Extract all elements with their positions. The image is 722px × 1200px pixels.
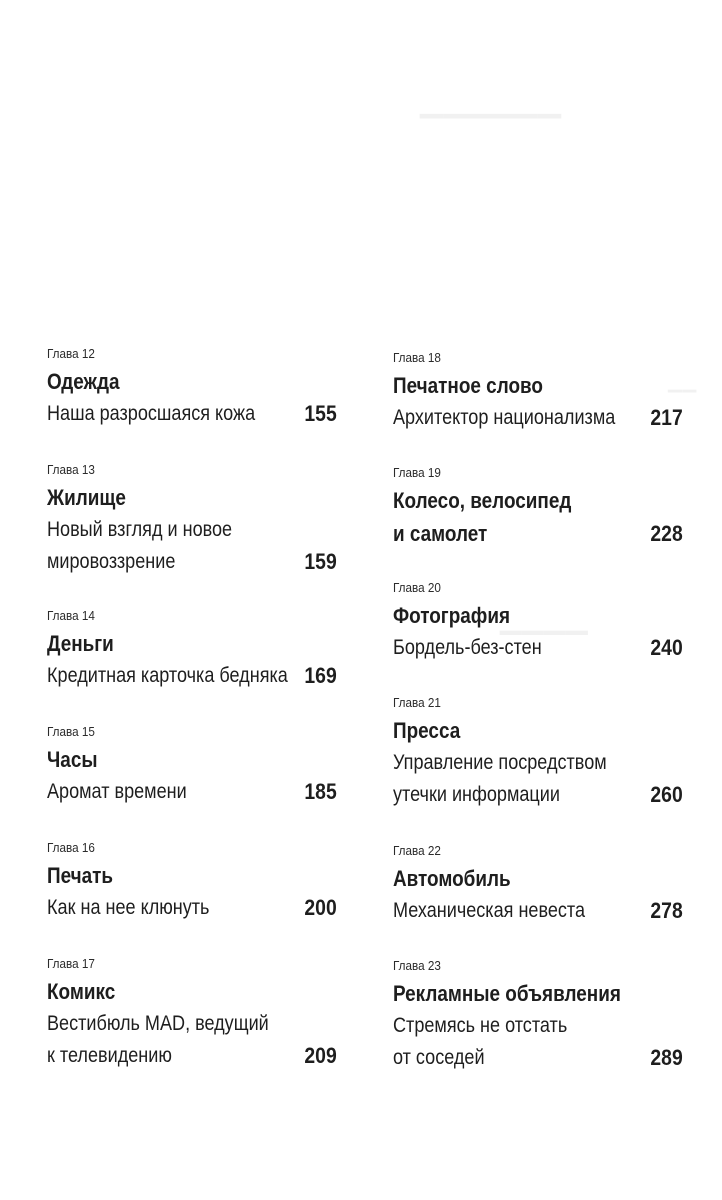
- subtitle-row: [393, 484, 683, 550]
- chapter-title: [393, 977, 651, 1010]
- toc-entry[interactable]: [47, 608, 347, 692]
- page-number: 260: [650, 782, 683, 807]
- chapter-subtitle-line: мировоззрение: [47, 550, 176, 573]
- chapter-number: Глава 14: [47, 608, 95, 623]
- chapter-subtitle-line: Бордель-без-стен: [393, 636, 542, 659]
- subtitle-row: [393, 747, 683, 811]
- chapter-title: [393, 369, 651, 402]
- page-number: 185: [304, 779, 337, 804]
- page-number: 169: [304, 663, 337, 688]
- chapter-title: [393, 599, 651, 632]
- chapter-subtitle-line: Стремясь не отстать: [393, 1014, 568, 1037]
- chapter-title-line: Фотография: [393, 603, 511, 628]
- chapter-title: [393, 862, 651, 895]
- chapter-subtitle: [47, 776, 296, 808]
- subtitle-row: [393, 1010, 683, 1074]
- chapter-subtitle-line: Управление посредством: [393, 751, 607, 774]
- page-number: 228: [650, 521, 683, 546]
- chapter-number: Глава 20: [393, 580, 441, 595]
- chapter-subtitle: [393, 895, 642, 927]
- chapter-subtitle-line: Механическая невеста: [393, 899, 586, 922]
- chapter-title: [393, 714, 651, 747]
- page-number: 159: [304, 549, 337, 574]
- chapter-subtitle-line: Архитектор национализма: [393, 406, 616, 429]
- page-number: 155: [304, 401, 337, 426]
- subtitle-row: [47, 514, 337, 578]
- toc-entry[interactable]: [393, 695, 693, 811]
- page-number: 217: [650, 405, 683, 430]
- chapter-subtitle: [47, 892, 296, 924]
- show-through-text: ▁▁: [668, 372, 697, 392]
- chapter-title: [47, 627, 305, 660]
- chapter-title: [393, 484, 642, 550]
- chapter-number: Глава 17: [47, 956, 95, 971]
- chapter-title: [47, 859, 305, 892]
- chapter-number: Глава 21: [393, 695, 441, 710]
- chapter-title-line: Жилище: [47, 485, 126, 510]
- subtitle-row: [47, 892, 337, 924]
- chapter-subtitle-line: к телевидению: [47, 1044, 172, 1067]
- chapter-number: Глава 13: [47, 462, 95, 477]
- subtitle-row: [47, 398, 337, 430]
- chapter-title-line: Автомобиль: [393, 866, 511, 891]
- chapter-subtitle: [393, 747, 642, 811]
- chapter-subtitle: [393, 1010, 642, 1074]
- chapter-title-line: Рекламные объявления: [393, 981, 621, 1006]
- toc-entry[interactable]: [47, 840, 347, 924]
- toc-entry[interactable]: [47, 462, 347, 578]
- chapter-title: [47, 365, 305, 398]
- toc-entry[interactable]: [47, 956, 347, 1072]
- chapter-subtitle: [47, 1008, 296, 1072]
- toc-entry[interactable]: [393, 350, 693, 434]
- chapter-subtitle-line: Как на нее клюнуть: [47, 896, 210, 919]
- chapter-title-line: Колесо, велосипед: [393, 488, 572, 513]
- chapter-subtitle: [393, 632, 642, 664]
- chapter-subtitle-line: Кредитная карточка бедняка: [47, 664, 288, 687]
- subtitle-row: [393, 402, 683, 434]
- toc-entry[interactable]: [47, 346, 347, 430]
- chapter-title: [47, 743, 305, 776]
- chapter-subtitle: [393, 402, 642, 434]
- chapter-subtitle-line: Аромат времени: [47, 780, 187, 803]
- chapter-title-line: Пресса: [393, 718, 461, 743]
- chapter-subtitle: [47, 660, 296, 692]
- chapter-title: [47, 975, 305, 1008]
- page-number: 289: [650, 1045, 683, 1070]
- page-number: 209: [304, 1043, 337, 1068]
- show-through-text: ▁▁▁▁▁▁: [420, 85, 562, 118]
- chapter-title-line: Печатное слово: [393, 373, 543, 398]
- chapter-title-line: Печать: [47, 863, 114, 888]
- subtitle-row: [393, 632, 683, 664]
- chapter-subtitle: [47, 514, 296, 578]
- toc-entry[interactable]: [393, 843, 693, 927]
- subtitle-row: [47, 660, 337, 692]
- chapter-title-line: Часы: [47, 747, 98, 772]
- chapter-subtitle-line: от соседей: [393, 1046, 485, 1069]
- chapter-number: Глава 15: [47, 724, 95, 739]
- subtitle-row: [47, 1008, 337, 1072]
- chapter-number: Глава 12: [47, 346, 95, 361]
- chapter-subtitle-line: Наша разросшаяся кожа: [47, 402, 256, 425]
- chapter-number: Глава 22: [393, 843, 441, 858]
- chapter-subtitle: [47, 398, 296, 430]
- chapter-title: [47, 481, 305, 514]
- page-number: 278: [650, 898, 683, 923]
- chapter-number: Глава 19: [393, 465, 441, 480]
- toc-entry[interactable]: [47, 724, 347, 808]
- chapter-number: Глава 18: [393, 350, 441, 365]
- chapter-subtitle-line: утечки информации: [393, 783, 560, 806]
- chapter-title-line: и самолет: [393, 521, 488, 546]
- toc-entry[interactable]: [393, 580, 693, 664]
- chapter-title-line: Деньги: [47, 631, 114, 656]
- chapter-title-line: Комикс: [47, 979, 116, 1004]
- toc-entry[interactable]: [393, 958, 693, 1074]
- subtitle-row: [393, 895, 683, 927]
- page-number: 240: [650, 635, 683, 660]
- chapter-title-line: Одежда: [47, 369, 120, 394]
- chapter-number: Глава 23: [393, 958, 441, 973]
- page-number: 200: [304, 895, 337, 920]
- show-through-text: ▁▁▁▁: [500, 603, 589, 634]
- chapter-subtitle-line: Вестибюль MAD, ведущий: [47, 1012, 269, 1035]
- chapter-number: Глава 16: [47, 840, 95, 855]
- chapter-subtitle-line: Новый взгляд и новое: [47, 518, 233, 541]
- toc-entry[interactable]: [393, 465, 693, 550]
- subtitle-row: [47, 776, 337, 808]
